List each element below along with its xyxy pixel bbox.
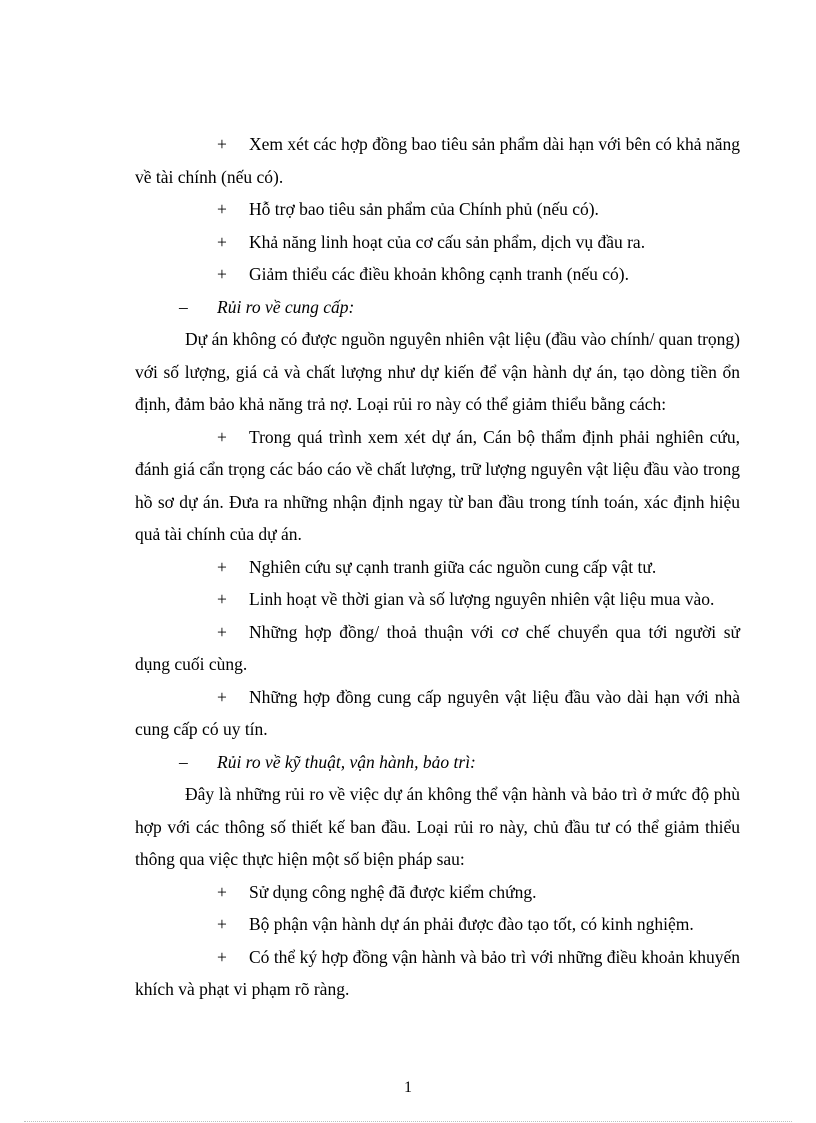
plus-bullet: + — [217, 264, 227, 284]
plus-bullet: + — [217, 881, 227, 902]
page-number: 1 — [404, 1079, 412, 1096]
plus-bullet: + — [217, 134, 227, 154]
bullet-paragraph — [135, 616, 740, 681]
bullet-text: Xem xét các hợp đồng bao tiêu sản phẩm dài hạn với bên có khả năng về tài chính (nếu có). — [135, 134, 740, 187]
bullet-text: Hỗ trợ bao tiêu sản phẩm của Chính phủ (nếu có). — [249, 199, 599, 219]
plus-bullet: + — [217, 621, 227, 642]
section-heading-technical-risk — [135, 746, 740, 779]
plus-bullet: + — [217, 426, 227, 447]
bullet-text: Những hợp đồng cung cấp nguyên vật liệu đầu vào dài hạn với nhà cung cấp có uy tín. — [135, 686, 740, 739]
body-paragraph: Đây là những rủi ro về việc dự án không thể vận hành và bảo trì ở mức độ phù hợp với các thông số thiết kế ban đầu. Loại rủi ro này, chủ đầu tư có thể giảm thiểu thông qua việc thực hiện một số biện pháp sau: — [135, 784, 740, 869]
dash-bullet: – — [179, 751, 188, 772]
heading-text: Rủi ro về cung cấp: — [217, 296, 355, 317]
bullet-text: Giảm thiểu các điều khoản không cạnh tranh (nếu có). — [249, 264, 630, 284]
bullet-paragraph — [135, 583, 740, 616]
bullet-paragraph — [135, 551, 740, 584]
bullet-text: Sử dụng công nghệ đã được kiểm chứng. — [249, 881, 537, 902]
bullet-paragraph — [135, 128, 740, 193]
bullet-text: Những hợp đồng/ thoả thuận với cơ chế chuyển qua tới người sử dụng cuối cùng. — [135, 621, 740, 674]
document-body — [135, 128, 740, 1006]
bullet-text: Có thể ký hợp đồng vận hành và bảo trì với những điều khoản khuyến khích và phạt vi phạm rõ ràng. — [135, 946, 740, 999]
dash-bullet: – — [179, 296, 188, 317]
bullet-paragraph — [135, 226, 740, 259]
plus-bullet: + — [217, 231, 227, 252]
bullet-paragraph — [135, 193, 740, 226]
plus-bullet: + — [217, 946, 227, 967]
bullet-text: Trong quá trình xem xét dự án, Cán bộ thẩm định phải nghiên cứu, đánh giá cẩn trọng các báo cáo về chất lượng, trữ lượng nguyên vật liệu đầu vào trong hồ sơ dự án. Đưa ra những nhận định ngay từ ban đầu trong tính toán, xác định hiệu quả tài chính của dự án. — [135, 426, 740, 544]
bullet-paragraph — [135, 908, 740, 941]
section-heading-supply-risk — [135, 291, 740, 324]
plus-bullet: + — [217, 914, 227, 934]
heading-text: Rủi ro về kỹ thuật, vận hành, bảo trì: — [217, 751, 476, 772]
page-bottom-divider — [24, 1121, 792, 1122]
plus-bullet: + — [217, 556, 227, 577]
bullet-text: Nghiên cứu sự cạnh tranh giữa các nguồn cung cấp vật tư. — [249, 556, 657, 577]
bullet-text: Khả năng linh hoạt của cơ cấu sản phẩm, dịch vụ đầu ra. — [249, 231, 646, 252]
bullet-paragraph — [135, 941, 740, 1006]
bullet-paragraph — [135, 258, 740, 291]
plus-bullet: + — [217, 199, 227, 219]
plus-bullet: + — [217, 686, 227, 707]
bullet-paragraph — [135, 876, 740, 909]
body-paragraph: Dự án không có được nguồn nguyên nhiên vật liệu (đầu vào chính/ quan trọng) với số lượng, giá cả và chất lượng như dự kiến để vận hành dự án, tạo dòng tiền ổn định, đảm bảo khả năng trả nợ. Loại rủi ro này có thể giảm thiểu bằng cách: — [135, 329, 740, 414]
bullet-text: Linh hoạt về thời gian và số lượng nguyên nhiên vật liệu mua vào. — [249, 589, 715, 609]
bullet-text: Bộ phận vận hành dự án phải được đào tạo tốt, có kinh nghiệm. — [249, 914, 694, 934]
bullet-paragraph — [135, 421, 740, 551]
plus-bullet: + — [217, 589, 227, 609]
bullet-paragraph — [135, 681, 740, 746]
